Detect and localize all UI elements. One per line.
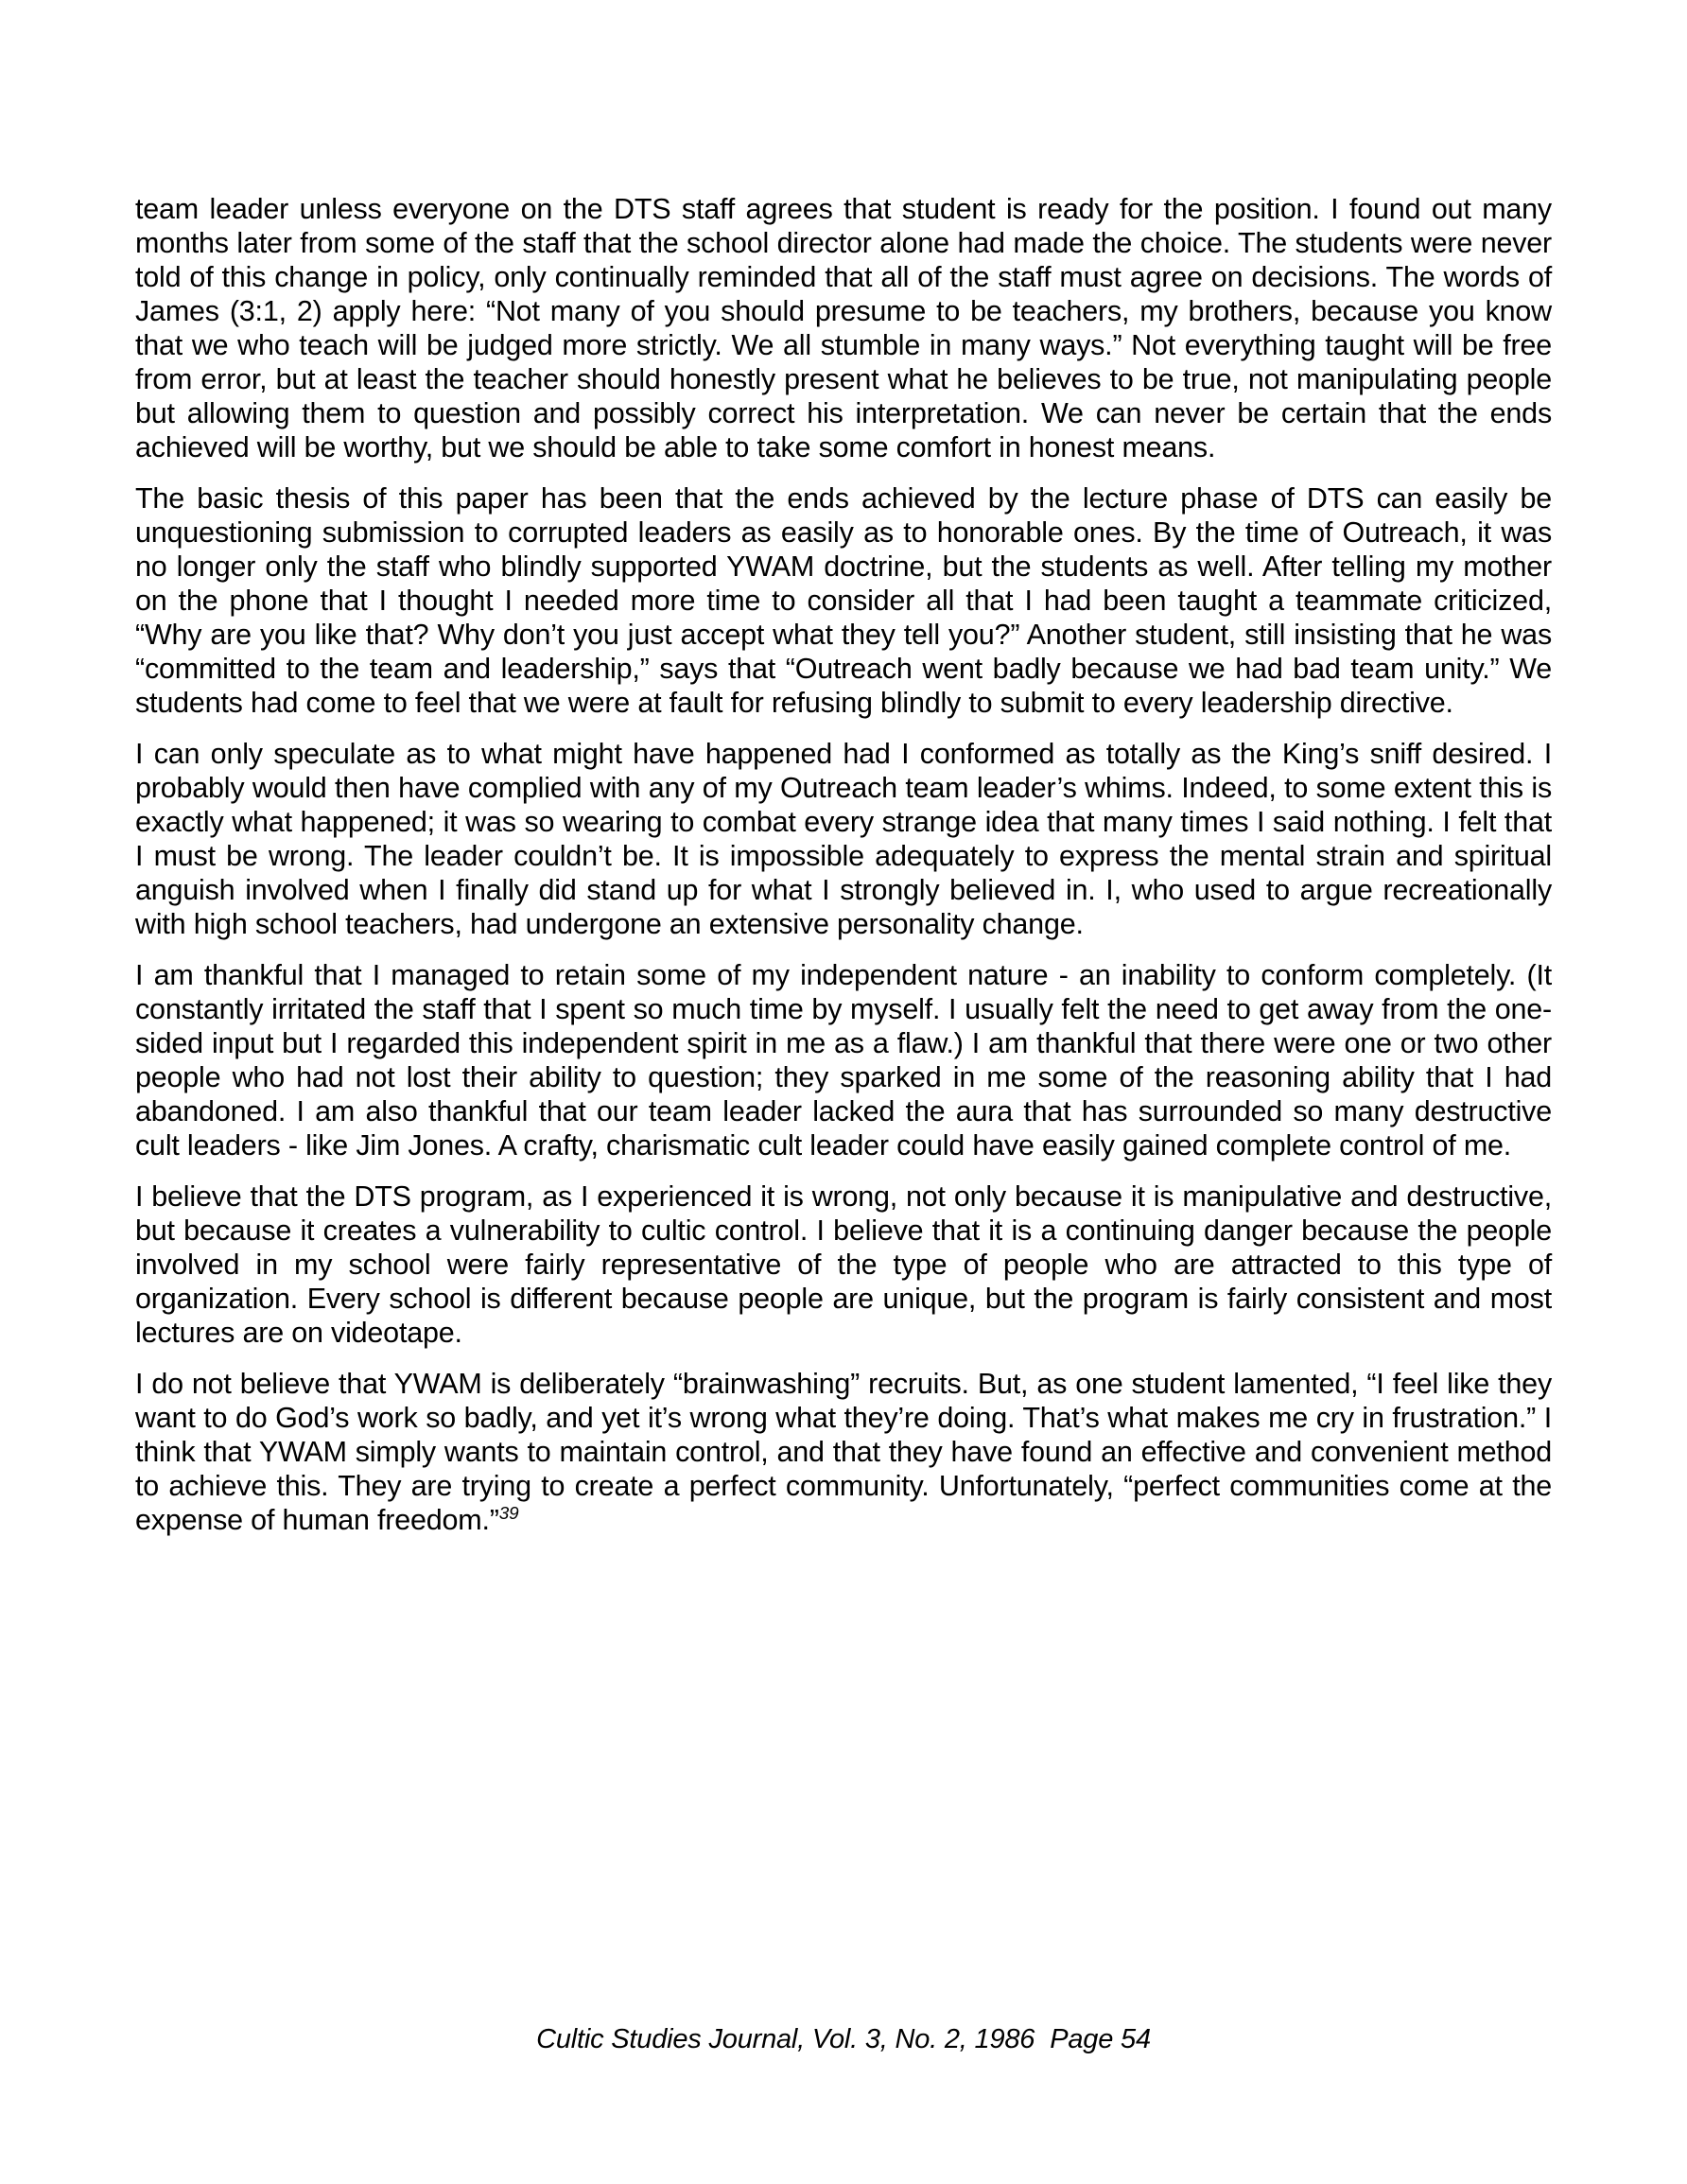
page-footer [0, 2022, 1687, 2056]
paragraph-4: I am thankful that I managed to retain some of my independent nature - an inability to conform completely. (It constantly irritated the staff that I spent so much time by myself. I usually felt the need to get away from the one-sided input but I regarded this independent spirit in me as a flaw.) I am thankful that there were one or two other people who had not lost their ability to question; they sparked in me some of the reasoning ability that I had abandoned. I am also thankful that our team leader lacked the aura that has surrounded so many destructive cult leaders - like Jim Jones. A crafty, charismatic cult leader could have easily gained complete control of me. [135, 959, 1552, 1162]
paragraph-6 [135, 1367, 1552, 1537]
paragraph-5: I believe that the DTS program, as I experienced it is wrong, not only because it is manipulative and destructive, but because it creates a vulnerability to cultic control. I believe that it is a continuing danger because the people involved in my school were fairly representative of the type of people who are attracted to this type of organization. Every school is different because people are unique, but the program is fairly consistent and most lectures are on videotape. [135, 1180, 1552, 1349]
footnote-reference: 39 [498, 1503, 519, 1524]
paragraph-3: I can only speculate as to what might have happened had I conformed as totally as the King’s sniff desired. I probably would then have complied with any of my Outreach team leader’s whims. Indeed, to some extent this is exactly what happened; it was so wearing to combat every strange idea that many times I said nothing. I felt that I must be wrong. The leader couldn’t be. It is impossible adequately to express the mental strain and spiritual anguish involved when I finally did stand up for what I strongly believed in. I, who used to argue recreationally with high school teachers, had undergone an extensive personality change. [135, 738, 1552, 940]
paragraph-1: team leader unless everyone on the DTS staff agrees that student is ready for the position. I found out many months later from some of the staff that the school director alone had made the choice. The students were never told of this change in policy, only continually reminded that all of the staff must agree on decisions. The words of James (3:1, 2) apply here: “Not many of you should presume to be teachers, my brothers, because you know that we who teach will be judged more strictly. We all stumble in many ways.” Not everything taught will be free from error, but at least the teacher should honestly present what he believes to be true, not manipulating people but allowing them to question and possibly correct his interpretation. We can never be certain that the ends achieved will be worthy, but we should be able to take some comfort in honest means. [135, 193, 1552, 463]
paragraph-2: The basic thesis of this paper has been that the ends achieved by the lecture phase of DTS can easily be unquestioning submission to corrupted leaders as easily as to honorable ones. By the time of Outreach, it was no longer only the staff who blindly supported YWAM doctrine, but the students as well. After telling my mother on the phone that I thought I needed more time to consider all that I had been taught a teammate criticized, “Why are you like that? Why don’t you just accept what they tell you?” Another student, still insisting that he was “committed to the team and leadership,” says that “Outreach went badly because we had bad team unity.” We students had come to feel that we were at fault for refusing blindly to submit to every leadership directive. [135, 482, 1552, 719]
journal-citation: Cultic Studies Journal, Vol. 3, No. 2, 1986 [536, 2024, 1035, 2054]
page-number: Page 54 [1050, 2024, 1151, 2054]
article-body [135, 192, 1552, 1554]
paragraph-6-text: I do not believe that YWAM is deliberately “brainwashing” recruits. But, as one student lamented, “I feel like they want to do God’s work so badly, and yet it’s wrong what they’re doing. That’s what makes me cry in frustration.” I think that YWAM simply wants to maintain control, and that they have found an effective and convenient method to achieve this. They are trying to create a perfect community. Unfortunately, “perfect communities come at the expense of human freedom.” [135, 1368, 1552, 1536]
